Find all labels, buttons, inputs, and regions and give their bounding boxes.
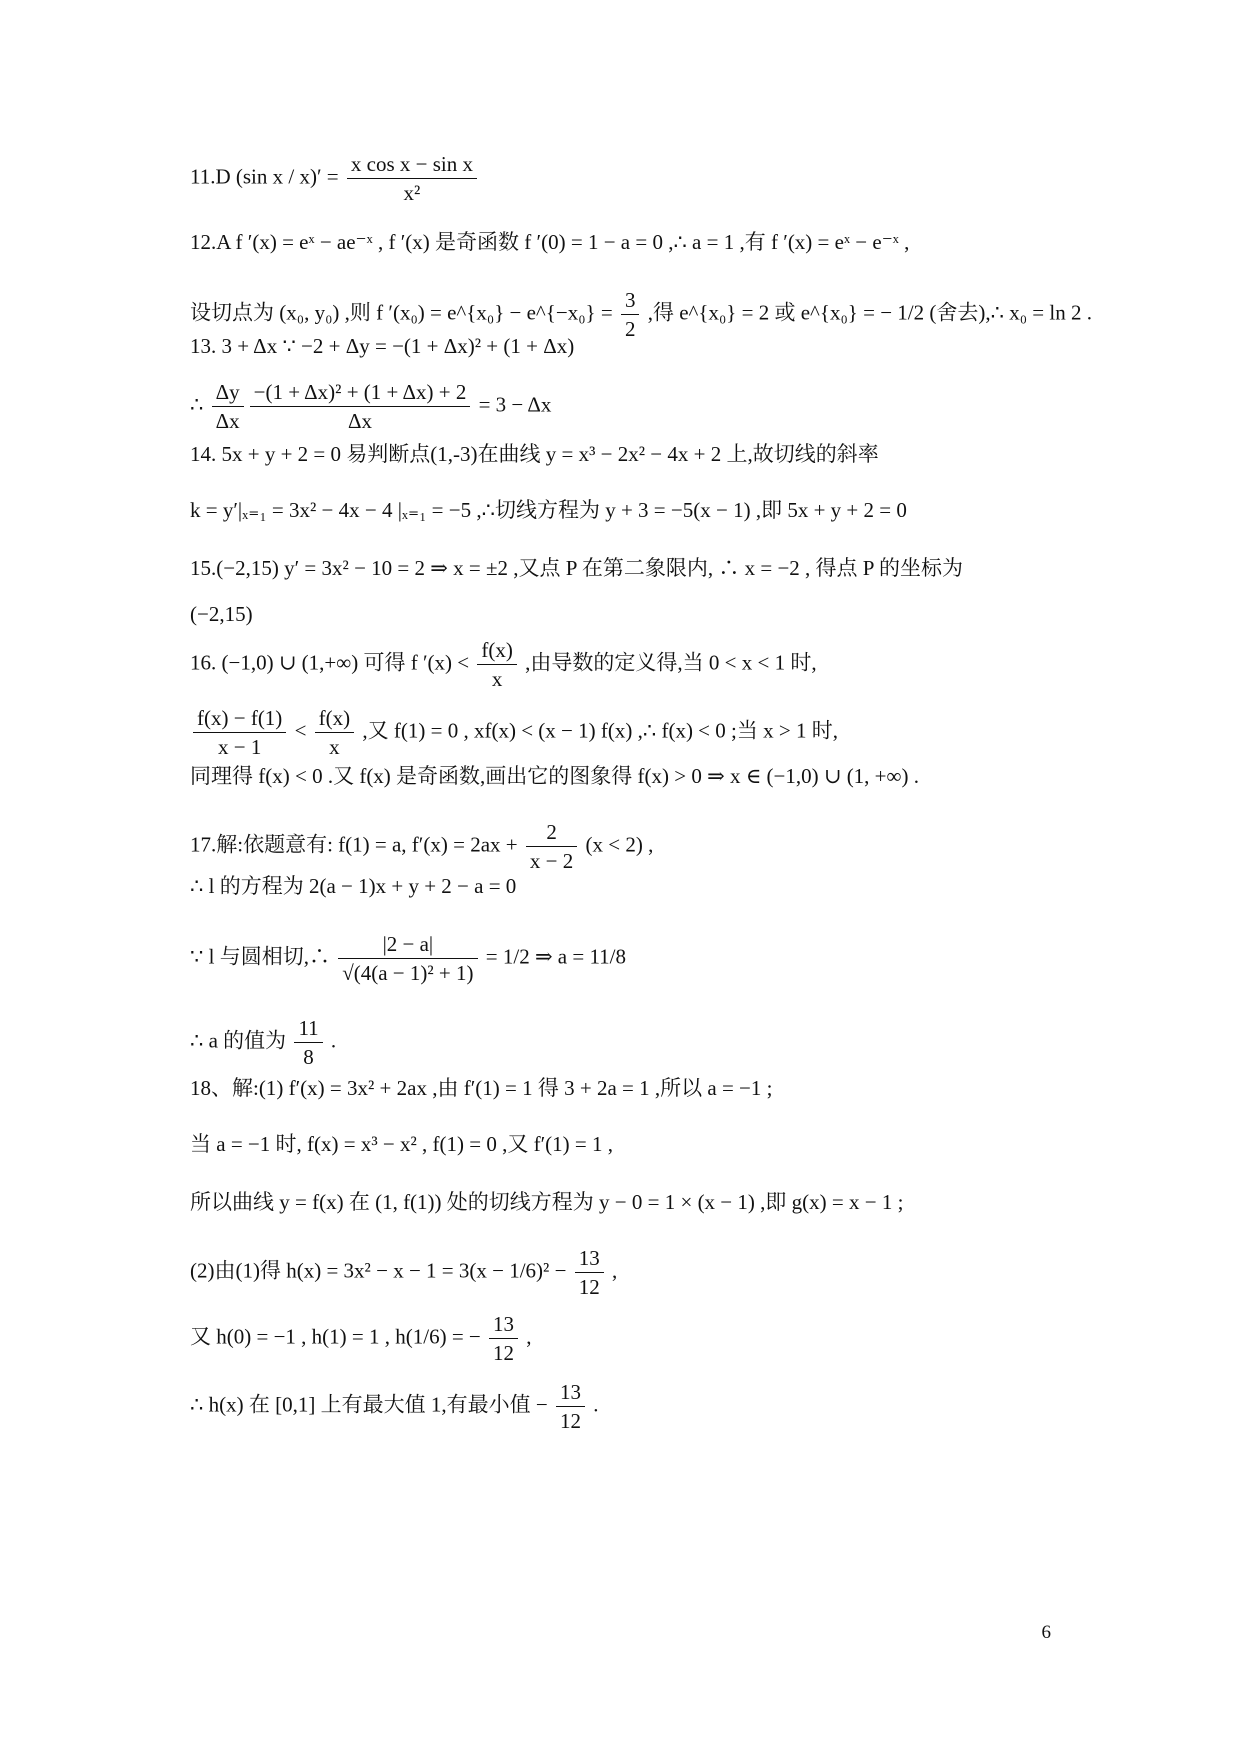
line-prefix: 11.D (sin x / x)′ = xyxy=(190,164,344,189)
fraction-denominator: 12 xyxy=(559,1409,581,1433)
fraction-numerator: x cos x − sin x xyxy=(347,150,477,179)
fraction-numerator: f(x) xyxy=(315,704,354,733)
solution-line-l11 xyxy=(190,150,1051,207)
fraction-numerator: 2 xyxy=(526,818,577,847)
page-number: 6 xyxy=(1041,1622,1051,1643)
line-text: ∴ l 的方程为 2(a − 1)x + y + 2 − a = 0 xyxy=(190,874,517,898)
fraction-numerator: 13 xyxy=(575,1244,604,1273)
relation: < xyxy=(289,718,312,743)
line-suffix: , xyxy=(521,1324,532,1349)
fraction-2 xyxy=(315,704,354,761)
line-text: 所以曲线 y = f(x) 在 (1, f(1)) 处的切线方程为 y − 0 = 1 × (x − 1) ,即 g(x) = x − 1 ; xyxy=(190,1190,904,1214)
solution-line-l17a xyxy=(190,818,1051,875)
line-suffix: ,得 e^{x₀} = 2 或 e^{x₀} = − 1/2 (舍去),∴ x₀ = ln 2 . xyxy=(642,300,1092,325)
solution-line-l18e xyxy=(190,1310,1051,1367)
fraction-numerator: 3 xyxy=(621,286,640,315)
fraction-denominator: 2 xyxy=(624,317,636,341)
line-prefix: ∴ xyxy=(190,392,209,417)
fraction-numerator: |2 − a| xyxy=(338,930,477,959)
fraction-numerator: f(x) xyxy=(477,636,516,665)
line-text: k = y′|ₓ₌₁ = 3x² − 4x − 4 |ₓ₌₁ = −5 ,∴切线方程为 y + 3 = −5(x − 1) ,即 5x + y + 2 = 0 xyxy=(190,498,907,522)
fraction-numerator: Δy xyxy=(212,378,244,407)
fraction-numerator: 13 xyxy=(489,1310,518,1339)
fraction xyxy=(575,1244,604,1301)
fraction xyxy=(489,1310,518,1367)
line-prefix: 又 h(0) = −1 , h(1) = 1 , h(1/6) = − xyxy=(190,1324,487,1349)
line-suffix: = 1/2 ⇒ a = 11/8 xyxy=(480,944,627,969)
fraction xyxy=(212,378,244,435)
solution-line-l18a xyxy=(190,1072,1051,1104)
fraction xyxy=(193,704,286,761)
fraction-denominator: x xyxy=(491,667,503,691)
line-suffix: . xyxy=(325,1028,337,1053)
fraction-denominator: 12 xyxy=(578,1275,600,1299)
solution-line-l18c xyxy=(190,1186,1051,1218)
line-text: 18、解:(1) f′(x) = 3x² + 2ax ,由 f′(1) = 1 得 3 + 2a = 1 ,所以 a = −1 ; xyxy=(190,1076,773,1100)
line-text: 同理得 f(x) < 0 .又 f(x) 是奇函数,画出它的图象得 f(x) > 0 ⇒ x ∈ (−1,0) ∪ (1, +∞) . xyxy=(190,764,919,788)
fraction-denominator: √(4(a − 1)² + 1) xyxy=(342,961,474,985)
fraction-denominator: x xyxy=(329,735,340,759)
solution-line-l12a xyxy=(190,226,1051,258)
solution-line-l18d xyxy=(190,1244,1051,1301)
line-text: (−2,15) xyxy=(190,602,253,626)
line-suffix: = 3 − Δx xyxy=(473,392,552,417)
fraction-2 xyxy=(250,378,471,435)
line-prefix: 设切点为 (x₀, y₀) ,则 f ′(x₀) = e^{x₀} − e^{−x₀} = xyxy=(190,300,618,325)
line-prefix: 16. (−1,0) ∪ (1,+∞) 可得 f ′(x) < xyxy=(190,650,475,675)
fraction xyxy=(556,1378,585,1435)
line-text: 13. 3 + Δx ∵ −2 + Δy = −(1 + Δx)² + (1 + Δx) xyxy=(190,334,575,358)
fraction xyxy=(526,818,577,875)
fraction xyxy=(347,150,477,207)
fraction xyxy=(338,930,477,987)
fraction-numerator: −(1 + Δx)² + (1 + Δx) + 2 xyxy=(250,378,471,407)
fraction-denominator: x² xyxy=(403,181,421,205)
solution-line-l14a xyxy=(190,438,1051,470)
fraction-numerator: 13 xyxy=(556,1378,585,1407)
line-suffix: . xyxy=(587,1392,599,1417)
solution-line-l18f xyxy=(190,1378,1051,1435)
line-suffix: (x < 2) , xyxy=(580,832,654,857)
fraction-denominator: Δx xyxy=(215,409,240,433)
line-suffix: , xyxy=(606,1258,618,1283)
fraction-denominator: 12 xyxy=(493,1341,515,1365)
solution-line-l14b xyxy=(190,494,1051,526)
fraction xyxy=(294,1014,322,1071)
fraction-numerator: 11 xyxy=(294,1014,322,1043)
line-suffix-2: ,又 f(1) = 0 , xf(x) < (x − 1) f(x) ,∴ f(x) < 0 ;当 x > 1 时, xyxy=(357,718,838,743)
solution-line-l16c xyxy=(190,760,1051,792)
fraction xyxy=(477,636,516,693)
solution-line-l15a xyxy=(190,552,1051,584)
solution-line-l13a xyxy=(190,330,1051,362)
fraction-denominator: Δx xyxy=(347,409,372,433)
solution-line-l16a xyxy=(190,636,1051,693)
line-prefix: 17.解:依题意有: f(1) = a, f′(x) = 2ax + xyxy=(190,832,523,857)
fraction-denominator: 8 xyxy=(303,1045,314,1069)
line-prefix: (2)由(1)得 h(x) = 3x² − x − 1 = 3(x − 1/6)² − xyxy=(190,1258,572,1283)
line-text: 14. 5x + y + 2 = 0 易判断点(1,-3)在曲线 y = x³ − 2x² − 4x + 2 上,故切线的斜率 xyxy=(190,442,879,466)
solution-line-l15b xyxy=(190,598,1051,630)
line-text: 当 a = −1 时, f(x) = x³ − x² , f(1) = 0 ,又 f′(1) = 1 , xyxy=(190,1132,614,1156)
solution-line-l17c xyxy=(190,930,1051,987)
line-prefix: ∴ h(x) 在 [0,1] 上有最大值 1,有最小值 − xyxy=(190,1392,553,1417)
solution-line-l13b xyxy=(190,378,1051,435)
fraction-denominator: x − 2 xyxy=(529,849,574,873)
solution-line-l18b xyxy=(190,1128,1051,1160)
solution-line-l16b xyxy=(190,704,1051,761)
solution-line-l17b xyxy=(190,870,1051,902)
fraction-denominator: x − 1 xyxy=(217,735,262,759)
line-prefix: ∴ a 的值为 xyxy=(190,1028,292,1053)
line-prefix: ∵ l 与圆相切,∴ xyxy=(190,944,336,969)
fraction-numerator: f(x) − f(1) xyxy=(193,704,286,733)
line-suffix: ,由导数的定义得,当 0 < x < 1 时, xyxy=(519,650,817,675)
solution-line-l17d xyxy=(190,1014,1051,1071)
line-text: 15.(−2,15) y′ = 3x² − 10 = 2 ⇒ x = ±2 ,又点 P 在第二象限内, ∴ x = −2 , 得点 P 的坐标为 xyxy=(190,556,963,580)
line-text: 12.A f ′(x) = eˣ − ae⁻ˣ , f ′(x) 是奇函数 f ′(0) = 1 − a = 0 ,∴ a = 1 ,有 f ′(x) = eˣ − e⁻ˣ , xyxy=(190,230,910,254)
